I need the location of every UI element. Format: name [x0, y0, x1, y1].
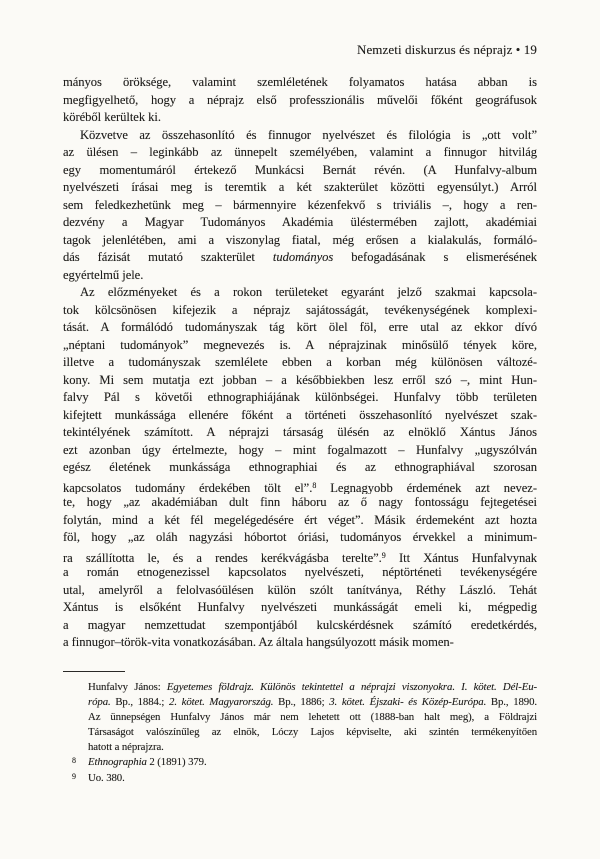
- text-line: [63, 354, 537, 372]
- text-segment: kifejtett munkássága ellenére főként a történeti összehasonlító nyelvészet szak-: [63, 407, 537, 422]
- footnote: [63, 680, 537, 756]
- text-segment: tok kölcsönösen kifejezik a néprajz sajátosságát, tevékenységének komplexi-: [63, 302, 537, 317]
- text-segment: mányos öröksége, valamint szemléletének folyamatos hatása abban is: [63, 75, 537, 89]
- text-line: [63, 109, 537, 127]
- text-segment: illetve a tudományszak szemlélete ebben a korban még különösen változé-: [63, 355, 537, 369]
- paragraph: [63, 127, 537, 285]
- footnote-separator: [63, 671, 125, 672]
- text-segment: megfigyelhető, hogy a néprajz első professzionális művelői főként geográfusok: [63, 92, 537, 107]
- text-segment: hatott a néprajzra.: [88, 741, 164, 754]
- text-segment: dezvény a Magyar Tudományos Akadémia üléstermében zajlott, akadémiai: [63, 215, 537, 229]
- text-segment: 2 (1891) 379.: [146, 756, 207, 769]
- text-line: [63, 162, 537, 180]
- text-line: [63, 389, 537, 407]
- text-segment: föl, hogy „az oláh nagyzási hóbortot óriási, tudományos érvekkel a minimum-: [63, 530, 537, 544]
- text-line: [63, 302, 537, 320]
- text-line: [63, 529, 537, 547]
- text-line: [63, 459, 537, 477]
- body-text: [63, 74, 537, 652]
- text-segment: kony. Mi sem mutatja ezt jobban – a későbbiekben lesz erről szó –, mint Hun-: [63, 372, 537, 387]
- text-line: [63, 319, 537, 337]
- text-line: [63, 232, 537, 250]
- text-segment: Társaságot valószínűleg az elnök, Lóczy Lajos képviselte, aki szintén termékenyítően: [88, 726, 537, 739]
- text-line: [63, 494, 537, 512]
- text-segment: Egyetemes földrajz. Különös tekintettel a néprajzi viszonyokra. I. kötet. Dél-Eu-: [166, 680, 537, 693]
- text-line: [63, 564, 537, 582]
- text-segment: nyelvészeti írásai meg is teremtik a két szakterület közötti egyensúlyt.) Arról: [63, 180, 537, 194]
- footnote-text: [88, 771, 537, 786]
- text-line: [63, 127, 537, 145]
- footnote: [63, 771, 537, 786]
- text-line: [63, 179, 537, 197]
- text-segment: tagok jelenlétében, ami a viszonylag fiatal, még erősen a kialakulás, formáló-: [63, 232, 537, 247]
- text-segment: köréből kerültek ki.: [63, 110, 161, 124]
- footnote-number: 8: [72, 756, 76, 766]
- text-segment: a magyar nemzettudat szempontjából kulcskérdésnek számító eredetkérdés,: [63, 617, 537, 632]
- text-line: [63, 267, 537, 285]
- text-line: [63, 92, 537, 110]
- text-segment: befogadásának s elismerésének: [333, 250, 537, 264]
- text-line: [88, 771, 537, 786]
- text-line: [63, 407, 537, 425]
- text-segment: Bp., 1884.;: [110, 695, 170, 708]
- text-line: [63, 249, 537, 267]
- text-segment: egy momentumáról értekező Munkácsi Bernát révén. (A Hunfalvy-album: [63, 162, 537, 177]
- text-segment: Ethnographia: [88, 756, 147, 769]
- text-line: [63, 582, 537, 600]
- footnote-text: [88, 755, 537, 770]
- text-line: [88, 755, 537, 770]
- text-segment: egész életének munkássága ethnographiai és az ethnographiával szorosan: [63, 460, 537, 474]
- text-segment: utal, amelyről a felolvasóülésen külön szólt tanítványa, Réthy László. Tehát: [63, 582, 537, 597]
- paragraph: [63, 74, 537, 127]
- text-line: [63, 74, 537, 92]
- text-line: [63, 197, 537, 215]
- text-segment: rópa.: [88, 695, 111, 708]
- text-segment: 3. kötet. Éjszaki- és Közép-Európa.: [329, 695, 487, 708]
- text-line: [63, 477, 537, 495]
- text-line: [88, 710, 537, 725]
- text-segment: az ülésen – leginkább az ünnepelt személyében, valamint a finnugor hitvilág: [63, 145, 537, 159]
- text-segment: folytán, mind a két fél megelégedésére ért véget”. Másik érdemeként azt hozta: [63, 512, 537, 527]
- text-segment: dás fázisát mutató szakterület: [63, 250, 273, 264]
- text-line: [63, 372, 537, 390]
- text-segment: 2. kötet. Magyarország.: [169, 695, 274, 708]
- text-segment: egyértelmű jele.: [63, 267, 144, 282]
- text-segment: Az ünnepségen Hunfalvy János már nem lehetett ott (1888-ban halt meg), a Földrajzi: [88, 710, 537, 723]
- text-segment: Közvetve az összehasonlító és finnugor nyelvészet és filológia is „ott volt”: [80, 127, 537, 142]
- text-segment: falvy Pál s követői ethnographiájának különbségei. Hunfalvy több területen: [63, 390, 537, 404]
- footnotes: [63, 680, 537, 786]
- running-header: Nemzeti diskurzus és néprajz • 19: [356, 42, 537, 57]
- text-line: [63, 599, 537, 617]
- footnote: [63, 755, 537, 770]
- text-segment: kapcsolatos tudomány érdekében tölt el”.: [63, 480, 313, 494]
- text-line: [63, 424, 537, 442]
- text-line: [63, 512, 537, 530]
- text-segment: tudományos: [272, 250, 334, 264]
- footnote-reference: 9: [381, 550, 386, 560]
- text-segment: a finnugor–török-vita vonatkozásában. Az általa hangsúlyozott másik momen-: [63, 635, 454, 649]
- text-segment: „néptani tudományok” megnevezés is. A néprajzinak minősülő tények köre,: [63, 337, 537, 352]
- text-line: [88, 725, 537, 740]
- text-segment: Legnagyobb érdemének azt nevez-: [316, 480, 537, 494]
- text-line: [88, 740, 537, 755]
- text-line: [63, 284, 537, 302]
- text-segment: Uo. 380.: [88, 771, 125, 784]
- footnote-number: [63, 680, 88, 681]
- text-segment: Hunfalvy János:: [88, 680, 167, 693]
- text-line: [63, 144, 537, 162]
- text-line: [63, 617, 537, 635]
- text-line: [63, 337, 537, 355]
- paragraph: [63, 284, 537, 652]
- text-segment: tekintélyének számított. A néprajzi társaság ülésén az elnöklő Xántus János: [63, 425, 537, 439]
- text-segment: Bp., 1886;: [273, 695, 330, 708]
- text-segment: Xántus is elsőként Hunfalvy nyelvészeti munkásságát emeli ki, mégpedig: [63, 600, 537, 614]
- text-line: [63, 442, 537, 460]
- footnote-reference: 8: [312, 480, 317, 490]
- text-segment: ezt azonban úgy értelmezte, hogy – mint fogalmazott – Hunfalvy „ugyszólván: [63, 442, 537, 457]
- text-segment: Itt Xántus Hunfalvynak: [385, 550, 537, 564]
- footnote-number: 9: [72, 771, 76, 781]
- text-segment: te, hogy „az akadémiában dult finn háboru az ő nagy fontosságu fejtegetései: [63, 495, 537, 509]
- footnote-text: [88, 680, 537, 756]
- text-line: [88, 695, 537, 710]
- text-segment: tását. A formálódó tudományszak tág kört ölel föl, erre utal az ekkor dívó: [63, 320, 537, 334]
- text-line: [63, 634, 537, 652]
- text-segment: ra szállította le, és a rendes kerékvágásba terelte”.: [63, 550, 382, 564]
- text-line: [88, 680, 537, 695]
- text-segment: Az előzményeket és a rokon területeket egyaránt jelző szakmai kapcsola-: [80, 285, 537, 299]
- text-line: [63, 547, 537, 565]
- text-line: [63, 214, 537, 232]
- text-segment: a román etnogenezissel kapcsolatos nyelvészeti, néptörténeti tevékenységére: [63, 565, 537, 579]
- text-segment: sem feledkezhetünk meg – bármennyire kézenfekvő s triviális –, hogy a ren-: [63, 197, 537, 212]
- text-segment: Bp., 1890.: [486, 695, 537, 708]
